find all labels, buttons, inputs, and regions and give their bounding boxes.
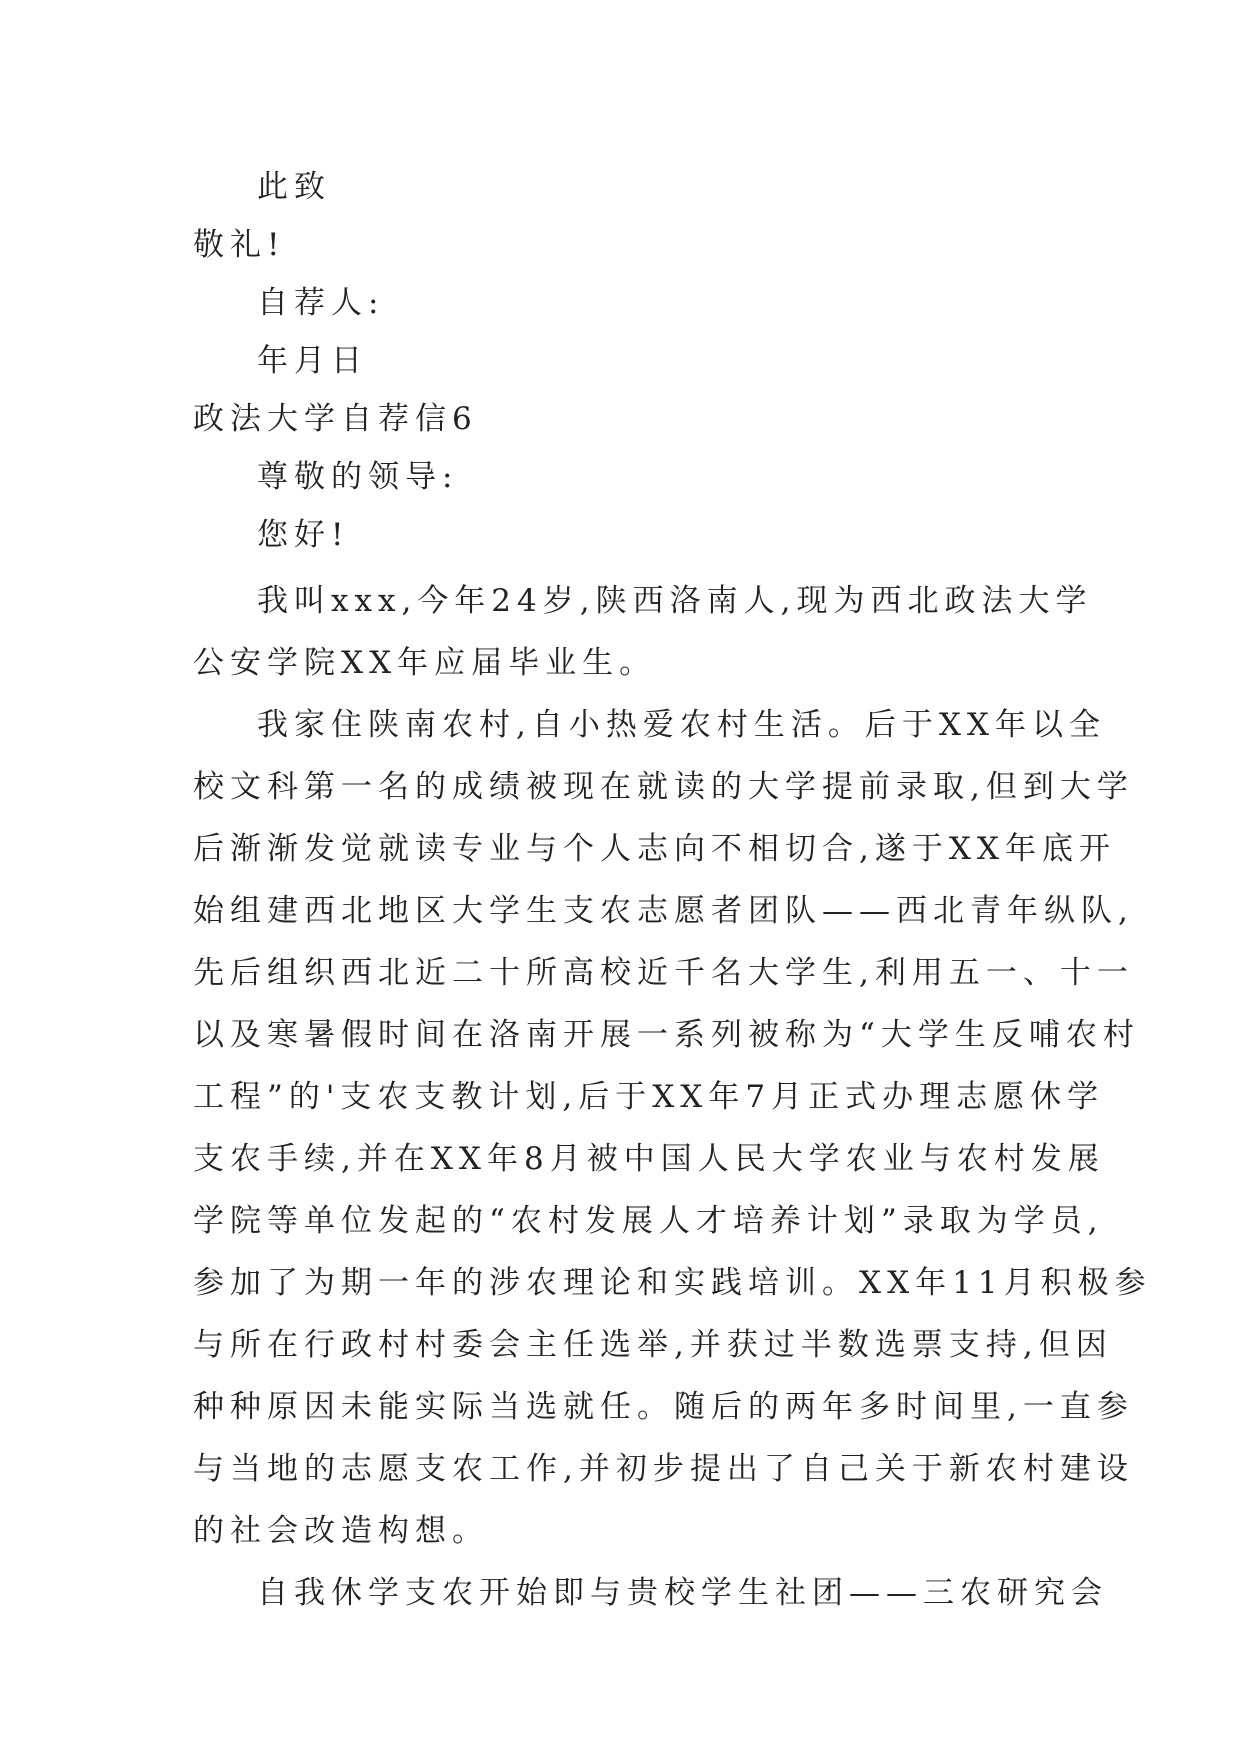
paragraph-line: 的社会改造构想。 <box>193 1513 489 1549</box>
date-label: 年月日 <box>257 343 368 379</box>
paragraph-club <box>193 1562 1108 1624</box>
paragraph-line: 参加了为期一年的涉农理论和实践培训。XX年11月积极参 <box>193 1265 1152 1301</box>
letter-title: 政法大学自荐信6 <box>193 401 478 437</box>
paragraph-line: 工程”的'支农支教计划,后于XX年7月正式办理志愿休学 <box>193 1079 1105 1115</box>
paragraph-line: 支农手续,并在XX年8月被中国人民大学农业与农村发展 <box>193 1141 1105 1177</box>
closing-respect: 敬礼! <box>193 227 286 263</box>
paragraph-line: 与所在行政村村委会主任选举,并获过半数选票支持,但因 <box>193 1327 1113 1363</box>
letter-hello: 您好! <box>257 517 350 553</box>
paragraph-line: 学院等单位发起的“农村发展人才培养计划”录取为学员, <box>193 1203 1104 1239</box>
paragraph-line: 先后组织西北近二十所高校近千名大学生,利用五一、十一 <box>193 955 1134 991</box>
paragraph-line: 始组建西北地区大学生支农志愿者团队——西北青年纵队, <box>193 893 1134 929</box>
paragraph-background <box>193 694 1152 1562</box>
paragraph-line: 我叫xxx,今年24岁,陕西洛南人,现为西北政法大学 <box>257 583 1093 619</box>
signer-label: 自荐人: <box>257 285 385 321</box>
paragraph-line: 校文科第一名的成绩被现在就读的大学提前录取,但到大学 <box>193 769 1134 805</box>
paragraph-line: 我家住陕南农村,自小热爱农村生活。后于XX年以全 <box>257 707 1106 743</box>
paragraph-intro <box>193 570 1093 694</box>
document-body <box>193 158 1152 1624</box>
paragraph-line: 与当地的志愿支农工作,并初步提出了自己关于新农村建设 <box>193 1451 1134 1487</box>
paragraph-line: 以及寒暑假时间在洛南开展一系列被称为“大学生反哺农村 <box>193 1017 1140 1053</box>
paragraph-line: 自我休学支农开始即与贵校学生社团——三农研究会 <box>257 1575 1108 1611</box>
paragraph-line: 公安学院XX年应届毕业生。 <box>193 645 657 681</box>
closing-salutation: 此致 <box>257 169 331 205</box>
paragraph-line: 种种原因未能实际当选就任。随后的两年多时间里,一直参 <box>193 1389 1134 1425</box>
letter-greeting: 尊敬的领导: <box>257 459 459 495</box>
paragraph-line: 后渐渐发觉就读专业与个人志向不相切合,遂于XX年底开 <box>193 831 1116 867</box>
